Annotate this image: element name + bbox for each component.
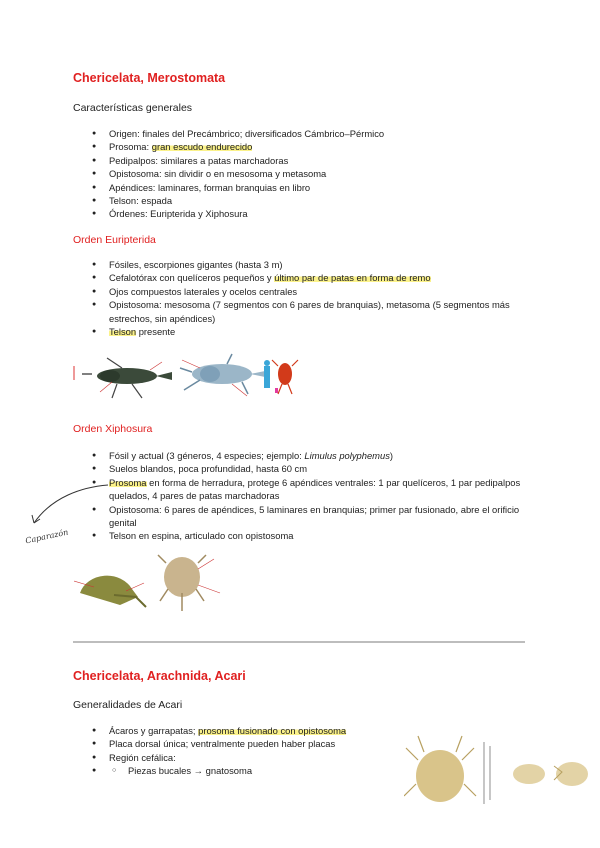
eurypterid-size-comparison (264, 360, 298, 394)
section-title-merostomata: Chericelata, Merostomata (73, 71, 226, 85)
list-merostomata (92, 127, 532, 221)
list-item: ● Opistosoma: 6 pares de apéndices, 5 laminares en branquias; primer par fusionado, abre el orificio genital (92, 503, 532, 530)
list-subitem: ● ○ Piezas bucales → gnatosoma (92, 764, 532, 777)
list-item: ● Prosoma en forma de herradura, protege 6 apéndices ventrales: 1 par quelíceros, 1 par pedipalpos quelados, 4 pares de patas marchadoras (92, 476, 532, 503)
list-item: ● Ácaros y garrapatas; prosoma fusionado con opistosoma (92, 724, 532, 737)
list-item: ● Órdenes: Euripterida y Xiphosura (92, 207, 532, 220)
section-title-euripterida: Orden Euripterida (73, 234, 156, 246)
section-divider (73, 641, 525, 643)
list-item: ● Suelos blandos, poca profundidad, hasta 60 cm (92, 462, 532, 475)
subtitle-generalidades: Generalidades de Acari (73, 699, 183, 711)
list-item: ● Cefalotórax con quelíceros pequeños y último par de patas en forma de remo (92, 271, 532, 284)
section-title-xiphosura: Orden Xiphosura (73, 423, 153, 435)
limulus-figure (74, 553, 234, 617)
handwritten-note: Caparazón (24, 527, 70, 546)
eurypterid-figure (72, 352, 307, 408)
mite-mouthparts-illustration (513, 762, 588, 786)
list-xiphosura (92, 449, 532, 543)
list-item: ● Fósil y actual (3 géneros, 4 especies; ejemplo: Limulus polyphemus) (92, 449, 532, 462)
list-euripterida (92, 258, 532, 338)
limulus-dorsal-illustration (74, 576, 146, 607)
list-item: ● Fósiles, escorpiones gigantes (hasta 3 m) (92, 258, 532, 271)
subtitle-caracteristicas: Características generales (73, 102, 193, 114)
acari-figure (404, 734, 596, 808)
list-item: ● Origen: finales del Precámbrico; diversificados Cámbrico–Pérmico (92, 127, 532, 140)
list-item: ● Región cefálica: (92, 751, 532, 764)
section-title-acari: Chericelata, Arachnida, Acari (73, 669, 246, 683)
list-item: ● Telson presente (92, 325, 532, 338)
list-item: ● Ojos compuestos laterales y ocelos centrales (92, 285, 532, 298)
list-item: ● Telson en espina, articulado con opistosoma (92, 529, 532, 542)
list-item: ● Opistosoma: mesosoma (7 segmentos con 6 pares de branquias), metasoma (5 segmentos más estrechos, sin apéndices) (92, 298, 532, 325)
limulus-ventral-illustration (158, 555, 220, 611)
list-item: ● Placa dorsal única; ventralmente pueden haber placas (92, 737, 532, 750)
list-item: ● Pedipalpos: similares a patas marchadoras (92, 154, 532, 167)
eurypterid-ventral-illustration (180, 354, 270, 396)
list-item: ● Opistosoma: sin dividir o en mesosoma y metasoma (92, 167, 532, 180)
list-item: ● Apéndices: laminares, forman branquias en libro (92, 181, 532, 194)
mite-dorsal-illustration (404, 736, 490, 804)
eurypterid-dorsal-illustration (74, 358, 172, 398)
list-item: ● Prosoma: gran escudo endurecido (92, 140, 532, 153)
list-item: ● Telson: espada (92, 194, 532, 207)
